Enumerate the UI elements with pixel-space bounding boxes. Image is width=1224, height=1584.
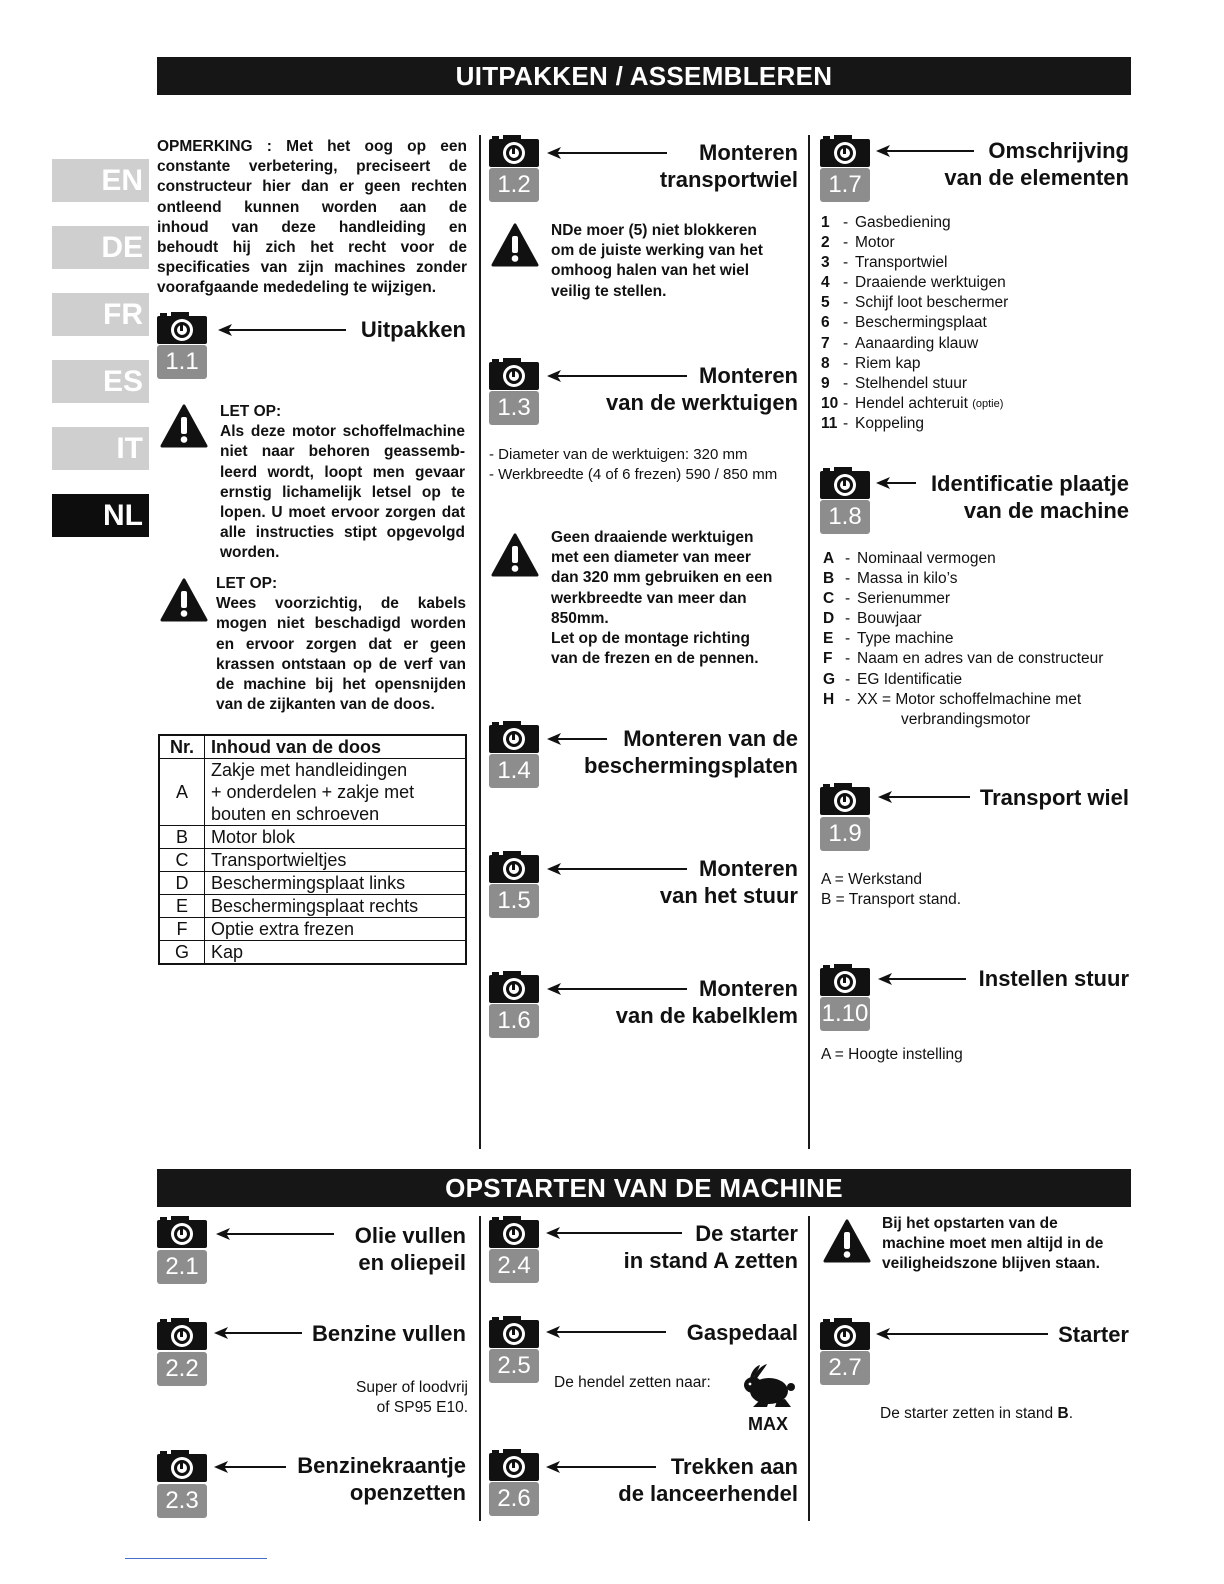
warning-icon bbox=[160, 578, 208, 622]
step-number-badge: 1.2 bbox=[489, 168, 539, 202]
lang-tab-de[interactable]: DE bbox=[52, 226, 149, 269]
warning-text: Bij het opstarten van de machine moet men altijd in de veiligheidszone blijven staan. bbox=[882, 1215, 1104, 1273]
warning-text: Geen draaiende werktuigen met een diameter van meer dan 320 mm gebruiken en een werkbreedte van meer dan 850mm. Let op de montage richting van de frezen en de pennen. bbox=[551, 529, 773, 668]
step-note: De starter zetten in stand B. bbox=[880, 1405, 1073, 1422]
table-cell: F bbox=[159, 918, 205, 941]
list-item: 6 - Beschermingsplaat bbox=[821, 314, 987, 332]
camera-icon bbox=[489, 135, 539, 167]
table-cell: C bbox=[159, 849, 205, 872]
list-item: 4 - Draaiende werktuigen bbox=[821, 274, 1006, 292]
lang-tab-fr[interactable]: FR bbox=[52, 293, 149, 336]
table-row bbox=[159, 849, 466, 872]
table-cell: Kap bbox=[205, 941, 467, 965]
camera-icon bbox=[820, 135, 870, 167]
step-title: Starter bbox=[1058, 1322, 1129, 1347]
table-cell: Optie extra frezen bbox=[205, 918, 467, 941]
step-title: De starter in stand A zetten bbox=[623, 1221, 798, 1273]
lang-tab-es[interactable]: ES bbox=[52, 360, 149, 403]
step-title: Gaspedaal bbox=[686, 1320, 798, 1345]
list-item: 3 - Transportwiel bbox=[821, 254, 948, 272]
step-number-badge: 2.6 bbox=[489, 1482, 539, 1516]
list-item: 10 - Hendel achteruit (optie) bbox=[821, 394, 1004, 412]
list-item: 11 - Koppeling bbox=[821, 414, 924, 432]
arrow-left-icon bbox=[876, 1328, 1048, 1340]
section-header-start: OPSTARTEN VAN DE MACHINE bbox=[157, 1169, 1131, 1207]
table-cell: D bbox=[159, 872, 205, 895]
table-row bbox=[159, 941, 466, 965]
warning-text: NDe moer (5) niet blokkeren om de juiste werking van het omhoog halen van het wiel veilig te stellen. bbox=[551, 222, 763, 300]
plate-list bbox=[823, 549, 1128, 730]
arrow-left-icon bbox=[214, 1327, 302, 1339]
step-title: Transport wiel bbox=[979, 785, 1129, 810]
step-title: Trekken aan de lanceerhendel bbox=[618, 1454, 798, 1506]
camera-icon bbox=[157, 1216, 207, 1248]
list-item: E - Type machine bbox=[823, 630, 954, 648]
camera-icon bbox=[489, 1216, 539, 1248]
list-item: 9 - Stelhendel stuur bbox=[821, 374, 968, 392]
table-cell: A bbox=[159, 759, 205, 826]
table-cell: E bbox=[159, 895, 205, 918]
warning-icon bbox=[491, 533, 539, 577]
step-number-badge: 1.7 bbox=[820, 168, 870, 202]
camera-icon bbox=[489, 358, 539, 390]
table-cell: G bbox=[159, 941, 205, 965]
table-cell: Zakje met handleidingen + onderdelen + zakje met bouten en schroeven bbox=[205, 759, 467, 826]
step-title: Benzinekraantje openzetten bbox=[297, 1453, 466, 1505]
table-header-row bbox=[159, 735, 466, 759]
list-item: A - Nominaal vermogen bbox=[823, 550, 996, 567]
camera-icon bbox=[820, 783, 870, 815]
list-item: 8 - Riem kap bbox=[821, 354, 921, 372]
lang-tab-nl[interactable]: NL bbox=[52, 494, 149, 537]
table-row bbox=[159, 872, 466, 895]
camera-icon bbox=[820, 467, 870, 499]
list-item: D - Bouwjaar bbox=[823, 610, 922, 628]
column-divider bbox=[479, 135, 481, 1149]
step-number-badge: 2.3 bbox=[157, 1484, 207, 1518]
list-item: 7 - Aanaarding klauw bbox=[821, 334, 979, 352]
step-number-badge: 1.9 bbox=[820, 817, 870, 851]
warning-text: LET OP: Wees voorzichtig, de kabels mogen niet beschadigd worden en ervoor zorgen dat er geen krassen ontstaan op de verf van de machine bij het opensnijden van de zijkanten van de doos. bbox=[216, 575, 466, 714]
step-title: Instellen stuur bbox=[978, 966, 1129, 991]
step-title: Identificatie plaatje van de machine bbox=[930, 471, 1129, 523]
step-number-badge: 2.2 bbox=[157, 1352, 207, 1386]
step-title: Uitpakken bbox=[360, 317, 466, 342]
table-row bbox=[159, 895, 466, 918]
step-number-badge: 1.3 bbox=[489, 391, 539, 425]
footer-line bbox=[125, 1558, 267, 1559]
table-cell: B bbox=[159, 826, 205, 849]
step-note: A = Werkstand B = Transport stand. bbox=[821, 871, 962, 909]
step-number-badge: 1.10 bbox=[820, 997, 870, 1031]
list-item: verbrandingsmotor bbox=[901, 710, 1031, 728]
step-number-badge: 2.4 bbox=[489, 1249, 539, 1283]
camera-icon bbox=[489, 851, 539, 883]
step-title: Monteren van het stuur bbox=[659, 856, 798, 908]
list-item: C - Serienummer bbox=[823, 590, 951, 608]
table-row bbox=[159, 826, 466, 849]
list-item: 1 - Gasbediening bbox=[821, 214, 951, 231]
warning-text: LET OP: Als deze motor schoffelmachine niet naar behoren geassemb- leerd wordt, loopt men gevaar ernstig lichamelijk letsel op te lopen. U moet ervoor zorgen dat alle instructies stipt opgevolgd worden. bbox=[220, 403, 465, 562]
lang-tab-it[interactable]: IT bbox=[52, 427, 149, 470]
list-item: G - EG Identificatie bbox=[823, 670, 963, 688]
warning-icon bbox=[823, 1219, 871, 1263]
warning-icon bbox=[160, 404, 208, 448]
table-header: Inhoud van de doos bbox=[205, 735, 467, 759]
camera-icon bbox=[820, 1318, 870, 1350]
list-item: F - Naam en adres van de constructeur bbox=[823, 650, 1104, 668]
section-header-unpack: UITPAKKEN / ASSEMBLEREN bbox=[157, 57, 1131, 95]
list-item: H - XX = Motor schoffelmachine met bbox=[823, 690, 1082, 708]
step-number-badge: 2.7 bbox=[820, 1351, 870, 1385]
table-cell: Beschermingsplaat links bbox=[205, 872, 467, 895]
warning-icon bbox=[491, 223, 539, 267]
list-item: B - Massa in kilo’s bbox=[823, 570, 958, 588]
step-note: De hendel zetten naar: bbox=[554, 1374, 711, 1391]
camera-icon bbox=[157, 312, 207, 344]
table-row bbox=[159, 918, 466, 941]
camera-icon bbox=[489, 1316, 539, 1348]
tool-specs: - Diameter van de werktuigen: 320 mm - Werkbreedte (4 of 6 frezen) 590 / 850 mm bbox=[489, 446, 778, 484]
elements-list bbox=[821, 213, 1126, 434]
camera-icon bbox=[820, 964, 870, 996]
rabbit-icon bbox=[739, 1363, 795, 1409]
step-number-badge: 1.4 bbox=[489, 754, 539, 788]
table-cell: Motor blok bbox=[205, 826, 467, 849]
camera-icon bbox=[157, 1450, 207, 1482]
disclaimer-note: OPMERKING : Met het oog op een constante verbetering, preciseert de constructeur hier dan er geen rechten ontleend kunnen worden aan de inhoud van deze handleiding en behoudt hij zich het recht voor de specificaties van zijn machines zonder voorafgaande mededeling te wijzigen. bbox=[157, 138, 467, 297]
step-title: Monteren van de beschermingsplaten bbox=[584, 726, 798, 778]
box-contents-table bbox=[158, 734, 467, 965]
table-header: Nr. bbox=[159, 735, 205, 759]
table-cell: Transportwieltjes bbox=[205, 849, 467, 872]
table-row bbox=[159, 759, 466, 826]
camera-icon bbox=[489, 971, 539, 1003]
step-number-badge: 2.5 bbox=[489, 1349, 539, 1383]
step-title: Monteren van de werktuigen bbox=[606, 363, 798, 415]
camera-icon bbox=[489, 721, 539, 753]
camera-icon bbox=[157, 1318, 207, 1350]
lang-tab-en[interactable]: EN bbox=[52, 159, 149, 202]
column-divider bbox=[808, 1216, 810, 1521]
max-label: MAX bbox=[748, 1414, 788, 1434]
list-item: 2 - Motor bbox=[821, 234, 895, 252]
step-number-badge: 1.6 bbox=[489, 1004, 539, 1038]
list-item: 5 - Schijf loot beschermer bbox=[821, 294, 1009, 312]
step-number-badge: 1.5 bbox=[489, 884, 539, 918]
step-note: Super of loodvrij of SP95 E10. bbox=[355, 1379, 468, 1417]
step-number-badge: 2.1 bbox=[157, 1250, 207, 1284]
step-note: A = Hoogte instelling bbox=[821, 1046, 963, 1063]
column-divider bbox=[479, 1216, 481, 1521]
camera-icon bbox=[489, 1449, 539, 1481]
step-title: Monteren transportwiel bbox=[659, 140, 798, 192]
table-cell: Beschermingsplaat rechts bbox=[205, 895, 467, 918]
step-number-badge: 1.1 bbox=[157, 345, 207, 379]
step-number-badge: 1.8 bbox=[820, 500, 870, 534]
step-title: Benzine vullen bbox=[311, 1321, 466, 1346]
column-divider bbox=[808, 135, 810, 1149]
step-title: Omschrijving van de elementen bbox=[944, 138, 1129, 190]
step-title: Olie vullen en oliepeil bbox=[354, 1223, 466, 1275]
step-title: Monteren van de kabelklem bbox=[615, 976, 798, 1028]
